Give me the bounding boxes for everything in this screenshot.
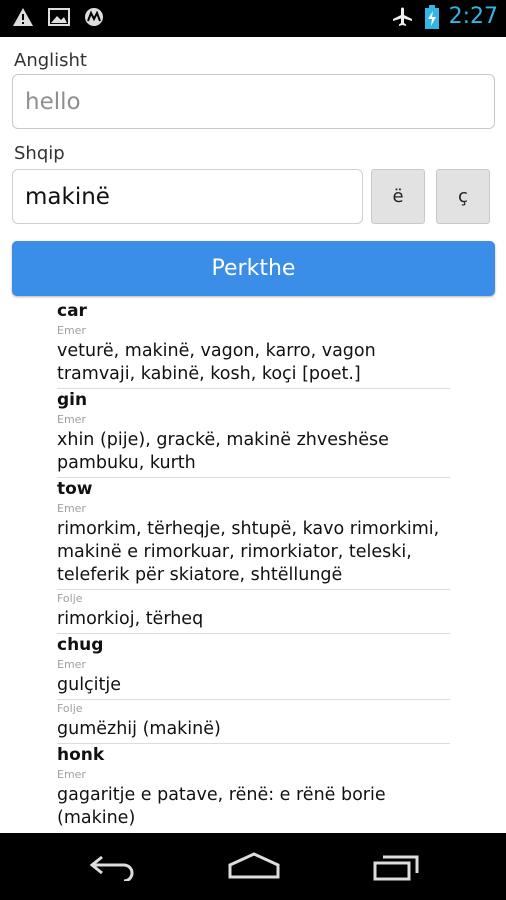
clock: 2:27	[448, 4, 498, 29]
navigation-bar	[0, 833, 506, 900]
part-of-speech: Emer	[57, 413, 86, 426]
part-of-speech: Emer	[57, 658, 86, 671]
part-of-speech: Emer	[57, 324, 86, 337]
result-sense	[57, 766, 450, 832]
result-word: car	[57, 301, 87, 321]
airplane-mode-icon	[391, 5, 415, 29]
result-meaning: xhin (pije), grackë, makinë zhveshëse pambuku, kurth	[57, 430, 389, 473]
result-meaning: rimorkioj, tërheq	[57, 609, 204, 629]
results-list[interactable]	[0, 300, 506, 832]
insert-e-diaeresis-button[interactable]: ë	[371, 169, 425, 224]
battery-charging-icon	[425, 5, 439, 29]
result-sense	[57, 411, 450, 478]
result-meaning: veturë, makinë, vagon, karro, vagon tramvaji, kabinë, kosh, koçi [poet.]	[57, 341, 376, 384]
english-input[interactable]: hello	[12, 74, 495, 129]
part-of-speech: Folje	[57, 592, 83, 605]
result-word: chug	[57, 635, 104, 655]
result-entry	[57, 389, 450, 478]
result-entry	[57, 634, 450, 744]
result-word: gin	[57, 390, 88, 410]
albanian-input[interactable]: makinë	[12, 169, 363, 224]
result-sense	[57, 500, 450, 590]
result-word: honk	[57, 745, 105, 765]
result-sense	[57, 656, 450, 700]
recent-apps-icon[interactable]	[371, 851, 421, 881]
english-label: Anglisht	[14, 50, 87, 71]
result-sense	[57, 590, 450, 634]
insert-c-cedilla-button[interactable]: ç	[436, 169, 490, 224]
home-icon[interactable]	[226, 851, 282, 881]
part-of-speech: Folje	[57, 702, 83, 715]
result-sense	[57, 322, 450, 389]
status-bar	[0, 0, 506, 37]
result-meaning: rimorkim, tërheqje, shtupë, kavo rimorkimi, makinë e rimorkuar, rimorkiator, teleski, teleferik për skiatore, shtëllungë	[57, 519, 440, 585]
part-of-speech: Emer	[57, 768, 86, 781]
result-meaning: gumëzhij (makinë)	[57, 719, 221, 739]
back-icon[interactable]	[88, 851, 138, 881]
result-sense	[57, 700, 450, 744]
image-icon	[48, 7, 70, 27]
translate-button[interactable]: Perkthe	[12, 241, 495, 296]
result-entry	[57, 744, 450, 832]
warning-icon	[12, 7, 34, 27]
motorola-icon	[84, 7, 104, 27]
result-meaning: gulçitje	[57, 675, 122, 695]
result-entry	[57, 300, 450, 389]
result-entry	[57, 478, 450, 634]
albanian-label: Shqip	[14, 143, 65, 164]
result-word: tow	[57, 479, 93, 499]
result-meaning: gagaritje e patave, rënë: e rënë borie (makine)	[57, 785, 386, 828]
part-of-speech: Emer	[57, 502, 86, 515]
